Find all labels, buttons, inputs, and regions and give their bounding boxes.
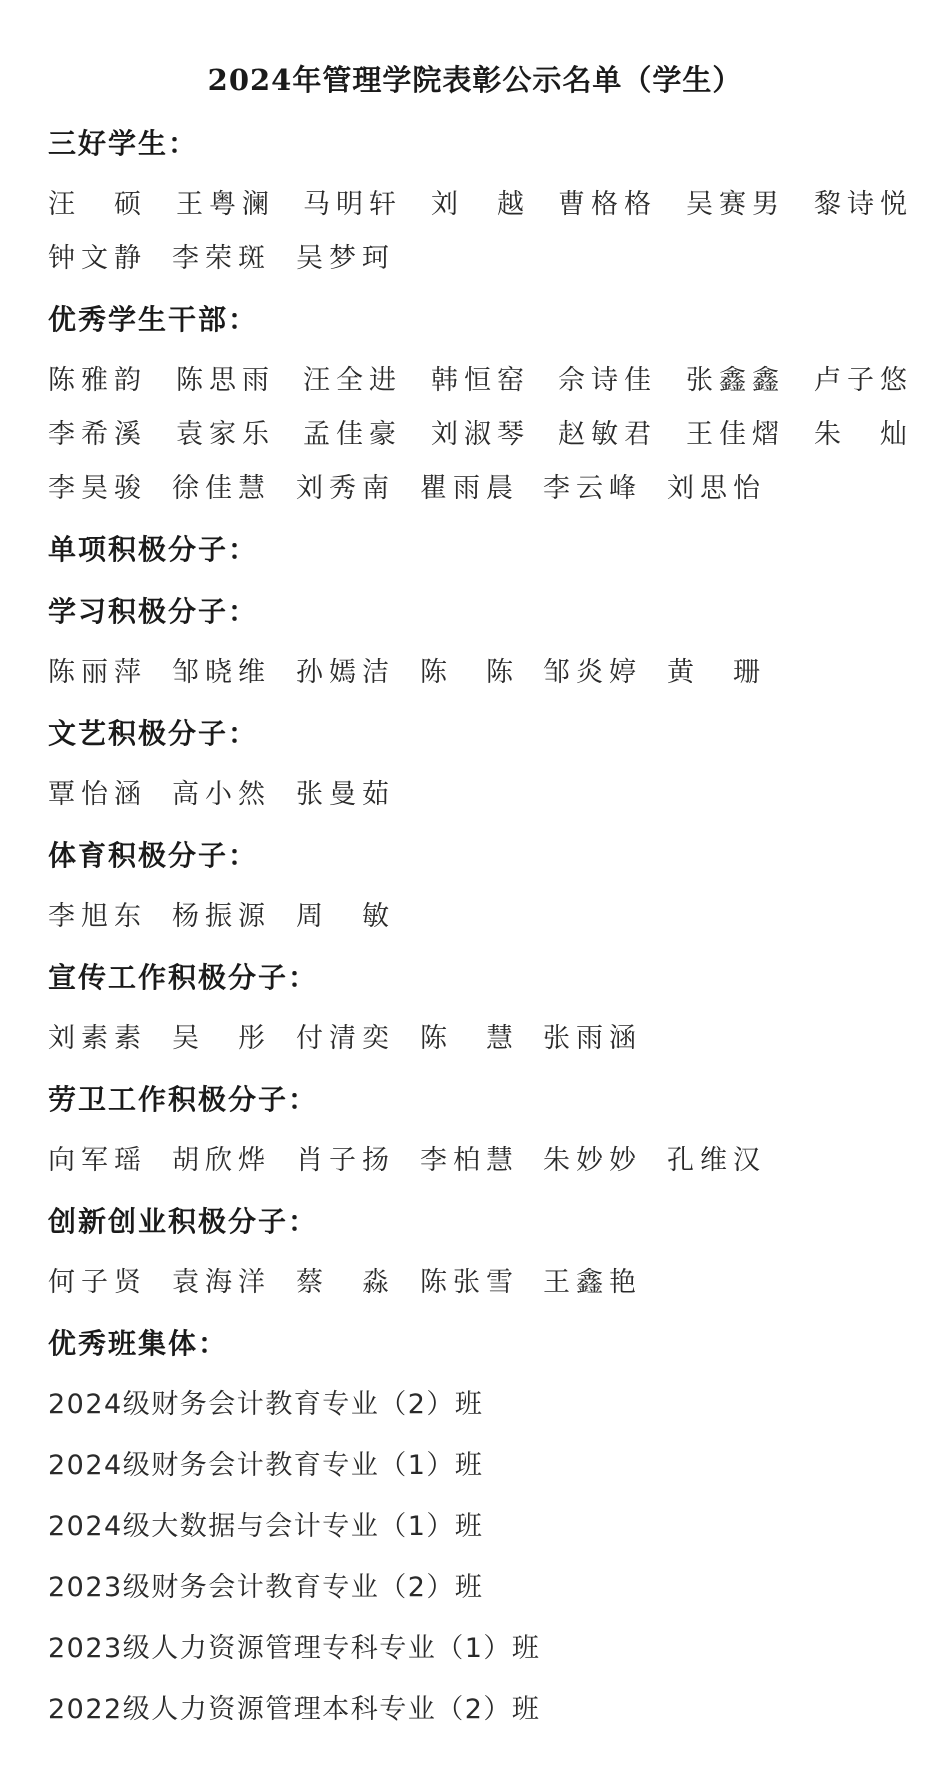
student-name: 刘秀南 <box>296 473 395 504</box>
student-name: 李希溪 <box>48 419 147 450</box>
student-name: 陈 陈 <box>420 657 519 688</box>
student-name: 孔维汉 <box>667 1145 766 1176</box>
student-name: 韩恒窑 <box>431 365 530 396</box>
student-name: 王佳熠 <box>686 419 785 450</box>
student-name: 李旭东 <box>48 901 147 932</box>
student-name: 钟文静 <box>48 243 147 274</box>
document-title: 2024年管理学院表彰公示名单（学生） <box>207 63 743 97</box>
heading-banji: 优秀班集体： <box>48 1327 229 1360</box>
student-name: 邹晓维 <box>172 657 271 688</box>
class-item: 2023级人力资源管理专科专业（1）班 <box>48 1633 541 1664</box>
student-name: 陈思雨 <box>176 365 275 396</box>
student-name: 覃怡涵 <box>48 779 147 810</box>
student-name: 袁海洋 <box>172 1267 271 1298</box>
student-name: 汪全进 <box>303 365 402 396</box>
student-name: 王鑫艳 <box>543 1267 642 1298</box>
heading-chuangxin: 创新创业积极分子： <box>48 1205 319 1238</box>
student-name: 张鑫鑫 <box>686 365 785 396</box>
heading-laowei: 劳卫工作积极分子： <box>48 1083 319 1116</box>
student-name: 孙嫣洁 <box>296 657 395 688</box>
student-name: 刘 越 <box>431 189 530 220</box>
student-name: 李荣斑 <box>172 243 271 274</box>
student-name: 吴梦珂 <box>296 243 395 274</box>
student-name: 卢子悠 <box>814 365 913 396</box>
student-name: 朱 灿 <box>814 419 913 450</box>
student-name: 张雨涵 <box>543 1023 642 1054</box>
student-name: 向军瑶 <box>48 1145 147 1176</box>
student-name: 袁家乐 <box>176 419 275 450</box>
student-name: 朱妙妙 <box>543 1145 642 1176</box>
student-name: 孟佳豪 <box>303 419 402 450</box>
class-item: 2024级大数据与会计专业（1）班 <box>48 1511 484 1542</box>
student-name: 蔡 淼 <box>296 1267 395 1298</box>
student-name: 李云峰 <box>543 473 642 504</box>
student-name: 肖子扬 <box>296 1145 395 1176</box>
class-item: 2024级财务会计教育专业（2）班 <box>48 1389 484 1420</box>
student-name: 徐佳慧 <box>172 473 271 504</box>
student-name: 陈 慧 <box>420 1023 519 1054</box>
student-name: 瞿雨晨 <box>420 473 519 504</box>
student-name: 邹炎婷 <box>543 657 642 688</box>
student-name: 汪 硕 <box>48 189 147 220</box>
class-item: 2024级财务会计教育专业（1）班 <box>48 1450 484 1481</box>
student-name: 付清奕 <box>296 1023 395 1054</box>
student-name: 曹格格 <box>558 189 657 220</box>
student-name: 高小然 <box>172 779 271 810</box>
heading-xuanchuan: 宣传工作积极分子： <box>48 961 319 994</box>
heading-sanhao: 三好学生： <box>48 127 199 160</box>
class-item: 2023级财务会计教育专业（2）班 <box>48 1572 484 1603</box>
student-name: 王粤澜 <box>176 189 275 220</box>
student-name: 黎诗悦 <box>814 189 913 220</box>
student-name: 陈雅韵 <box>48 365 147 396</box>
student-name: 胡欣烨 <box>172 1145 271 1176</box>
student-name: 吴 彤 <box>172 1023 271 1054</box>
student-name: 陈张雪 <box>420 1267 519 1298</box>
student-name: 周 敏 <box>296 901 395 932</box>
student-name: 何子贤 <box>48 1267 147 1298</box>
student-name: 佘诗佳 <box>558 365 657 396</box>
student-name: 刘思怡 <box>667 473 766 504</box>
student-name: 张曼茹 <box>296 779 395 810</box>
heading-tiyu: 体育积极分子： <box>48 839 259 872</box>
heading-wenyi: 文艺积极分子： <box>48 717 259 750</box>
heading-ganbu: 优秀学生干部： <box>48 303 259 336</box>
heading-danxiang: 单项积极分子： <box>48 533 259 566</box>
student-name: 杨振源 <box>172 901 271 932</box>
heading-xuexi: 学习积极分子： <box>48 595 259 628</box>
student-name: 刘淑琴 <box>431 419 530 450</box>
student-name: 马明轩 <box>303 189 402 220</box>
student-name: 赵敏君 <box>558 419 657 450</box>
class-item: 2022级人力资源管理本科专业（2）班 <box>48 1694 541 1725</box>
student-name: 陈丽萍 <box>48 657 147 688</box>
student-name: 李昊骏 <box>48 473 147 504</box>
student-name: 吴赛男 <box>686 189 785 220</box>
student-name: 李柏慧 <box>420 1145 519 1176</box>
student-name: 刘素素 <box>48 1023 147 1054</box>
student-name: 黄 珊 <box>667 657 766 688</box>
